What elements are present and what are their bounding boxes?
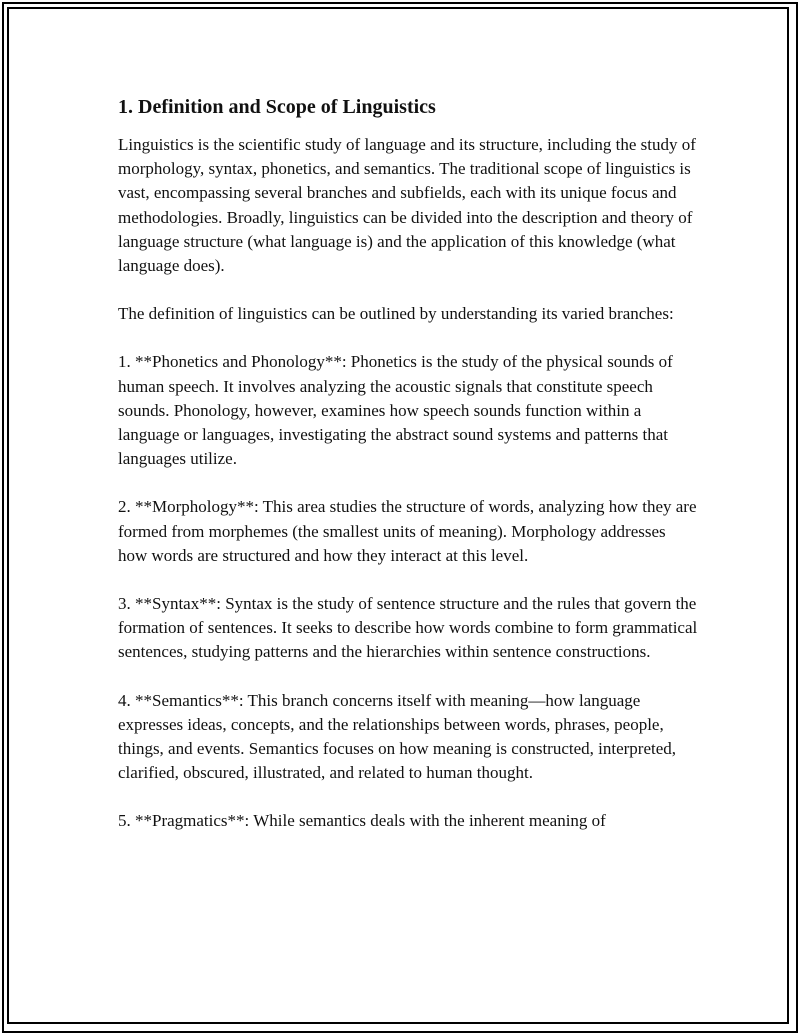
paragraph-phonetics: 1. **Phonetics and Phonology**: Phonetics is the study of the physical sounds of human speech. It involves analyzing the acoustic signals that constitute speech sounds. Phonology, however, examines how speech sounds function within a language or languages, investigating the abstract sound systems and patterns that languages utilize. bbox=[118, 352, 673, 469]
paragraph-pragmatics: 5. **Pragmatics**: While semantics deals with the inherent meaning of bbox=[118, 811, 606, 831]
paragraph-intro: Linguistics is the scientific study of language and its structure, including the study of morphology, syntax, phonetics, and semantics. The traditional scope of linguistics is vast, encompassing several branches and subfields, each with its unique focus and methodologies. Broadly, linguistics can be divided into the description and theory of language structure (what language is) and the application of this knowledge (what language does). bbox=[118, 135, 696, 276]
paragraph-morphology: 2. **Morphology**: This area studies the structure of words, analyzing how they are formed from morphemes (the smallest units of meaning). Morphology addresses how words are structured and how they interact at this level. bbox=[118, 497, 697, 565]
document-body bbox=[118, 93, 698, 858]
paragraph-semantics: 4. **Semantics**: This branch concerns itself with meaning—how language expresses ideas, concepts, and the relationships between words, phrases, people, things, and events. Semantics focuses on how meaning is constructed, interpreted, clarified, obscured, illustrated, and related to human thought. bbox=[118, 690, 677, 783]
section-heading: 1. Definition and Scope of Linguistics bbox=[118, 96, 436, 118]
paragraph-syntax: 3. **Syntax**: Syntax is the study of sentence structure and the rules that govern the formation of sentences. It seeks to describe how words combine to form grammatical sentences, studying patterns and the hierarchies within sentence constructions. bbox=[118, 594, 698, 662]
paragraph-branches-intro: The definition of linguistics can be outlined by understanding its varied branches: bbox=[118, 304, 674, 324]
